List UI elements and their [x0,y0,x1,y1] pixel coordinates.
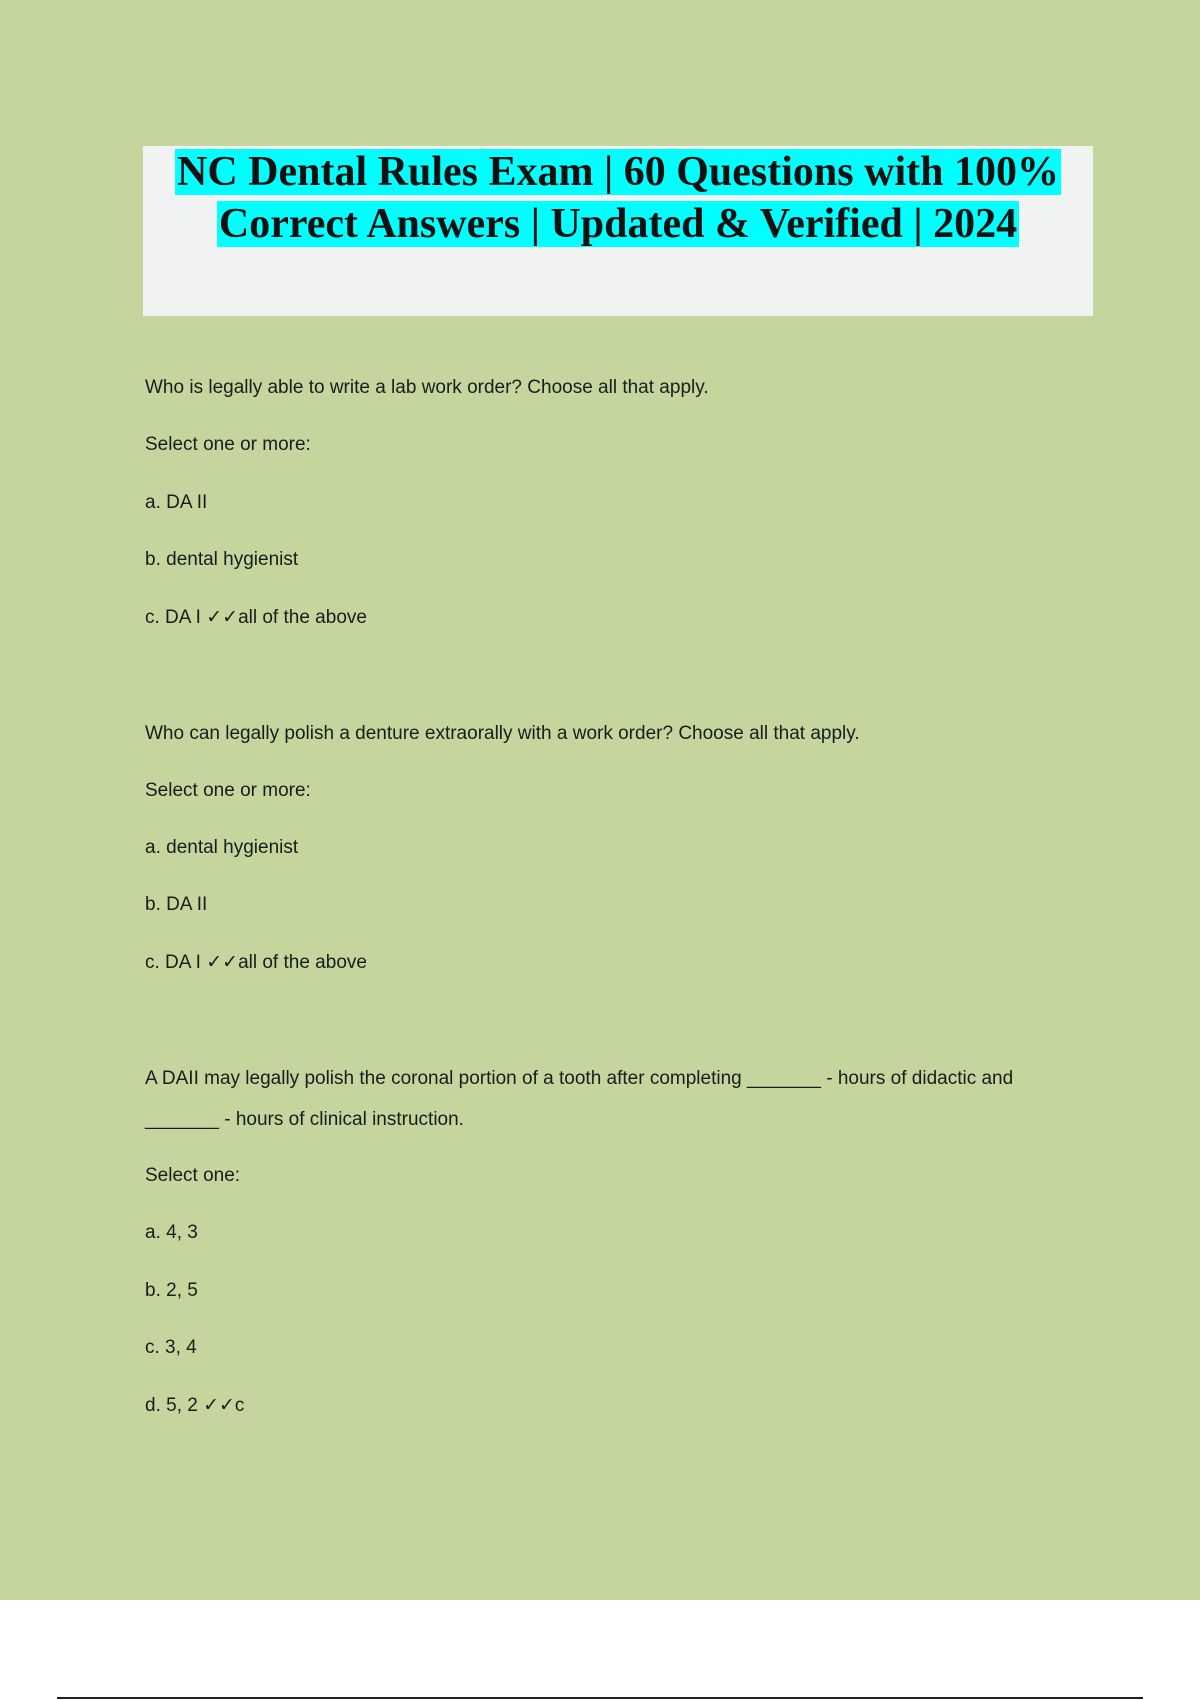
question-3-text-line-2: _______ - hours of clinical instruction. [145,1109,464,1130]
title-line-2: Correct Answers | Updated & Verified | 2024 [218,201,1018,247]
question-2-instruction: Select one or more: [145,780,311,801]
question-2-option-a: a. dental hygienist [145,837,299,858]
title-box [143,146,1093,316]
title-line-1: NC Dental Rules Exam | 60 Questions with 100% [177,149,1059,195]
question-3-option-a: a. 4, 3 [145,1222,198,1243]
question-2-option-b: b. DA II [145,894,208,915]
question-1-option-c: c. DA I ✓✓all of the above [145,607,367,628]
question-3-option-c: c. 3, 4 [145,1337,197,1358]
question-3-option-d: d. 5, 2 ✓✓c [145,1395,245,1416]
question-1-instruction: Select one or more: [145,434,311,455]
question-1-option-a: a. DA II [145,492,208,513]
question-3-instruction: Select one: [145,1165,241,1186]
document-title [143,146,1093,250]
question-1-text: Who is legally able to write a lab work order? Choose all that apply. [145,377,709,398]
question-3-text-line-1: A DAII may legally polish the coronal portion of a tooth after completing _______ - hours of didactic and [145,1068,1014,1089]
footer-divider [57,1697,1143,1699]
question-1-option-b: b. dental hygienist [145,549,299,570]
question-3-option-b: b. 2, 5 [145,1280,198,1301]
question-2-text: Who can legally polish a denture extraorally with a work order? Choose all that apply. [145,723,860,744]
question-2-option-c: c. DA I ✓✓all of the above [145,952,367,973]
